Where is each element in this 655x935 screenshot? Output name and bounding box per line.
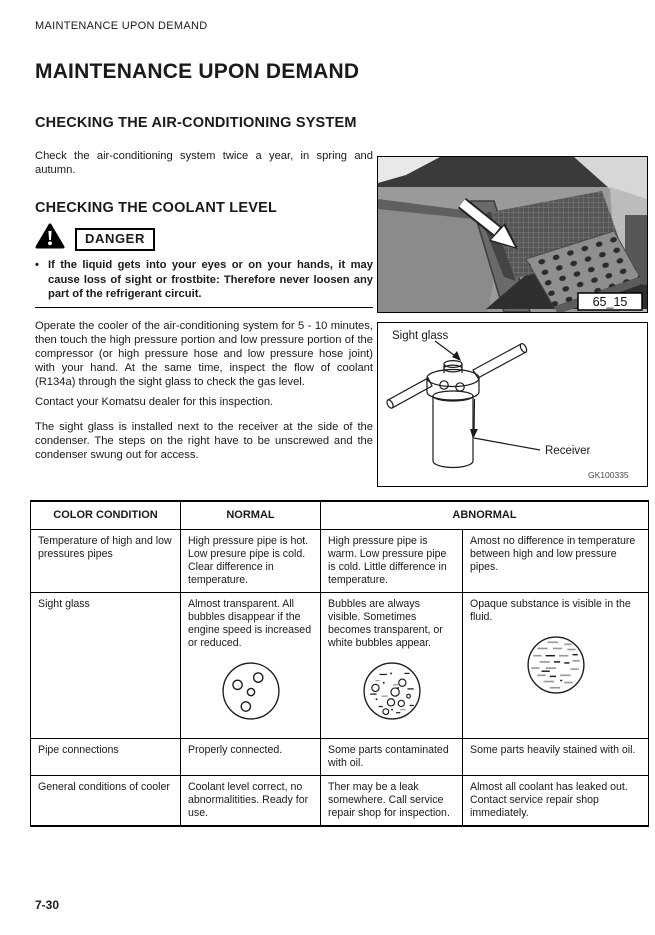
cell-normal bbox=[181, 593, 321, 739]
header-abnormal: ABNORMAL bbox=[321, 501, 649, 530]
photo-tag-label: 65_15 bbox=[592, 295, 628, 309]
cell-condition: Pipe connections bbox=[31, 739, 181, 776]
sight-glass-label: Sight glass bbox=[392, 330, 449, 342]
sight-glass-opaque-icon bbox=[525, 634, 587, 696]
paragraph-operate-cooler: Operate the cooler of the air-conditioning system for 5 - 10 minutes, then touch the high pressure portion and low pressure portion of the compressor (or high pressure hose and low pressure hose joint) with your hand. At the same time, inspect the flow of coolant (R134a) through the sight glass to check the gas level. bbox=[35, 319, 373, 388]
figure-code-label: GK100335 bbox=[588, 470, 629, 480]
danger-bullet-item bbox=[35, 258, 373, 302]
cell-abnormal-1: Some parts contaminated with oil. bbox=[321, 739, 463, 776]
table-header-row bbox=[31, 501, 649, 530]
table-row bbox=[31, 739, 649, 776]
machine-steps-photo bbox=[378, 157, 647, 312]
cell-abnormal-1 bbox=[321, 593, 463, 739]
photo-tag bbox=[578, 293, 642, 310]
text-column bbox=[35, 20, 373, 462]
cell-normal: Coolant level correct, no abnormalitities. Ready for use. bbox=[181, 776, 321, 827]
running-header: MAINTENANCE UPON DEMAND bbox=[35, 20, 208, 32]
receiver-diagram-figure bbox=[377, 322, 648, 487]
cell-abnormal-1: Ther may be a leak somewhere. Call service repair shop for inspection. bbox=[321, 776, 463, 827]
warning-divider bbox=[35, 307, 373, 308]
paragraph-contact-dealer: Contact your Komatsu dealer for this inspection. bbox=[35, 395, 274, 408]
receiver-label: Receiver bbox=[545, 445, 591, 457]
condenser-photo-figure bbox=[377, 156, 648, 313]
danger-label: DANGER bbox=[75, 228, 155, 251]
header-color-condition: COLOR CONDITION bbox=[31, 501, 181, 530]
sight-glass-normal-icon bbox=[220, 660, 282, 722]
cell-abnormal-2: Amost no difference in temperature between high and low pressure pipes. bbox=[463, 530, 649, 593]
intro-paragraph: Check the air-conditioning system twice a year, in spring and autumn. bbox=[35, 150, 373, 176]
table-row bbox=[31, 530, 649, 593]
page-title: MAINTENANCE UPON DEMAND bbox=[35, 60, 360, 83]
receiver-diagram bbox=[378, 323, 647, 486]
table-row bbox=[31, 776, 649, 827]
bullet-icon: • bbox=[35, 259, 39, 271]
cell-normal: Properly connected. bbox=[181, 739, 321, 776]
danger-banner bbox=[35, 226, 373, 252]
page-number: 7-30 bbox=[35, 898, 60, 912]
cell-text: Almost transparent. All bubbles disappear if the engine speed is increased or reduced. bbox=[188, 598, 312, 649]
table-row bbox=[31, 593, 649, 739]
cell-abnormal-1: High pressure pipe is warm. Low pressure pipe is cold. Little difference in temperature. bbox=[321, 530, 463, 593]
cell-text: Opaque substance is visible in the fluid. bbox=[470, 598, 631, 623]
cell-condition: Sight glass bbox=[31, 593, 181, 739]
cell-text: Bubbles are always visible. Sometimes becomes transparent, or white bubbles appear. bbox=[328, 598, 443, 649]
warning-triangle-icon bbox=[35, 223, 65, 255]
section-heading-coolant-level: CHECKING THE COOLANT LEVEL bbox=[35, 200, 278, 216]
cell-condition: General conditions of cooler bbox=[31, 776, 181, 827]
cell-abnormal-2: Almost all coolant has leaked out. Contact service repair shop immediately. bbox=[463, 776, 649, 827]
cell-abnormal-2: Some parts heavily stained with oil. bbox=[463, 739, 649, 776]
sight-glass-bubbles-icon bbox=[361, 660, 423, 722]
cell-abnormal-2 bbox=[463, 593, 649, 739]
coolant-condition-table bbox=[30, 500, 649, 827]
paragraph-sight-glass-location: The sight glass is installed next to the receiver at the side of the condenser. The steps on the right have to be unscrewed and the condenser swung out for access. bbox=[35, 420, 373, 461]
section-heading-air-conditioning: CHECKING THE AIR-CONDITIONING SYSTEM bbox=[35, 115, 357, 131]
header-normal: NORMAL bbox=[181, 501, 321, 530]
danger-bullet-text: If the liquid gets into your eyes or on your hands, it may cause loss of sight or frostbite: Therefore never loosen any part of the refrigerant circuit. bbox=[48, 259, 373, 300]
cell-condition: Temperature of high and low pressures pipes bbox=[31, 530, 181, 593]
cell-normal: High pressure pipe is hot. Low presure pipe is cold. Clear difference in temperature. bbox=[181, 530, 321, 593]
